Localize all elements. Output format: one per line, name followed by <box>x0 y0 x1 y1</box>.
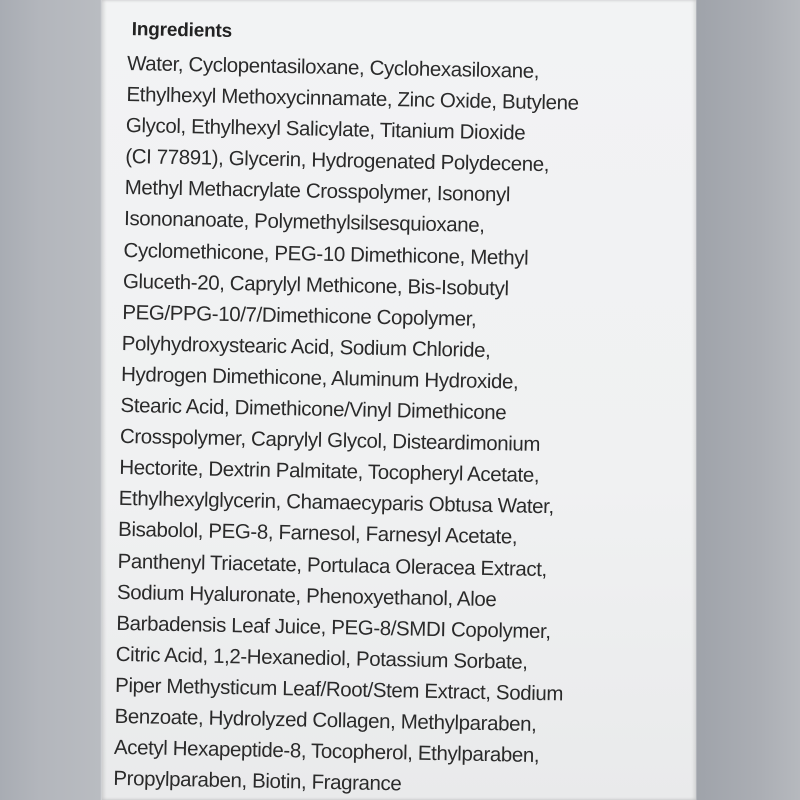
ingredient-line: Isononanoate, Polymethylsilsesquioxane, <box>123 207 485 238</box>
ingredient-line: Cyclomethicone, PEG-10 Dimethicone, Methyl <box>123 238 529 270</box>
ingredients-list <box>113 48 687 800</box>
ingredient-line: Acetyl Hexapeptide-8, Tocopherol, Ethylparaben, <box>113 735 540 768</box>
ingredient-line: Barbadensis Leaf Juice, PEG-8/SMDI Copolymer, <box>116 611 551 643</box>
ingredient-line: Methyl Methacrylate Crosspolymer, Isononyl <box>124 176 511 207</box>
ingredient-line: Glycol, Ethylhexyl Salicylate, Titanium Dioxide <box>125 114 526 145</box>
ingredient-line: Propylparaben, Biotin, Fragrance <box>113 767 402 796</box>
ingredient-line: Hydrogen Dimethicone, Aluminum Hydroxide, <box>120 362 519 394</box>
ingredient-line: Citric Acid, 1,2-Hexanediol, Potassium Sorbate, <box>115 642 528 674</box>
ingredient-line: Ethylhexyl Methoxycinnamate, Zinc Oxide, Butylene <box>126 83 579 115</box>
ingredient-line: Stearic Acid, Dimethicone/Vinyl Dimethicone <box>120 393 507 425</box>
ingredient-line: Water, Cyclopentasiloxane, Cyclohexasiloxane, <box>126 51 540 83</box>
ingredient-line: Benzoate, Hydrolyzed Collagen, Methylparaben, <box>114 704 537 736</box>
ingredient-line: Ethylhexylglycerin, Chamaecyparis Obtusa Water, <box>118 487 554 519</box>
ingredient-line: Polyhydroxystearic Acid, Sodium Chloride, <box>121 331 491 362</box>
ingredient-line: Sodium Hyaluronate, Phenoxyethanol, Aloe <box>116 580 497 611</box>
ingredient-line: Gluceth-20, Caprylyl Methicone, Bis-Isobutyl <box>122 269 509 301</box>
ingredient-line: Piper Methysticum Leaf/Root/Stem Extract, Sodium <box>114 673 564 706</box>
ingredient-line: Crosspolymer, Caprylyl Glycol, Disteardimonium <box>119 425 541 457</box>
ingredient-line: Panthenyl Triacetate, Portulaca Oleracea Extract, <box>117 549 548 581</box>
ingredients-label <box>113 18 688 800</box>
ingredient-line: Hectorite, Dextrin Palmitate, Tocopheryl Acetate, <box>119 456 540 488</box>
ingredient-line: PEG/PPG-10/7/Dimethicone Copolymer, <box>122 300 477 331</box>
ingredients-heading: Ingredients <box>131 19 233 42</box>
ingredient-line: Bisabolol, PEG-8, Farnesol, Farnesyl Acetate, <box>117 518 518 549</box>
ingredient-line: (CI 77891), Glycerin, Hydrogenated Polydecene, <box>125 145 550 177</box>
